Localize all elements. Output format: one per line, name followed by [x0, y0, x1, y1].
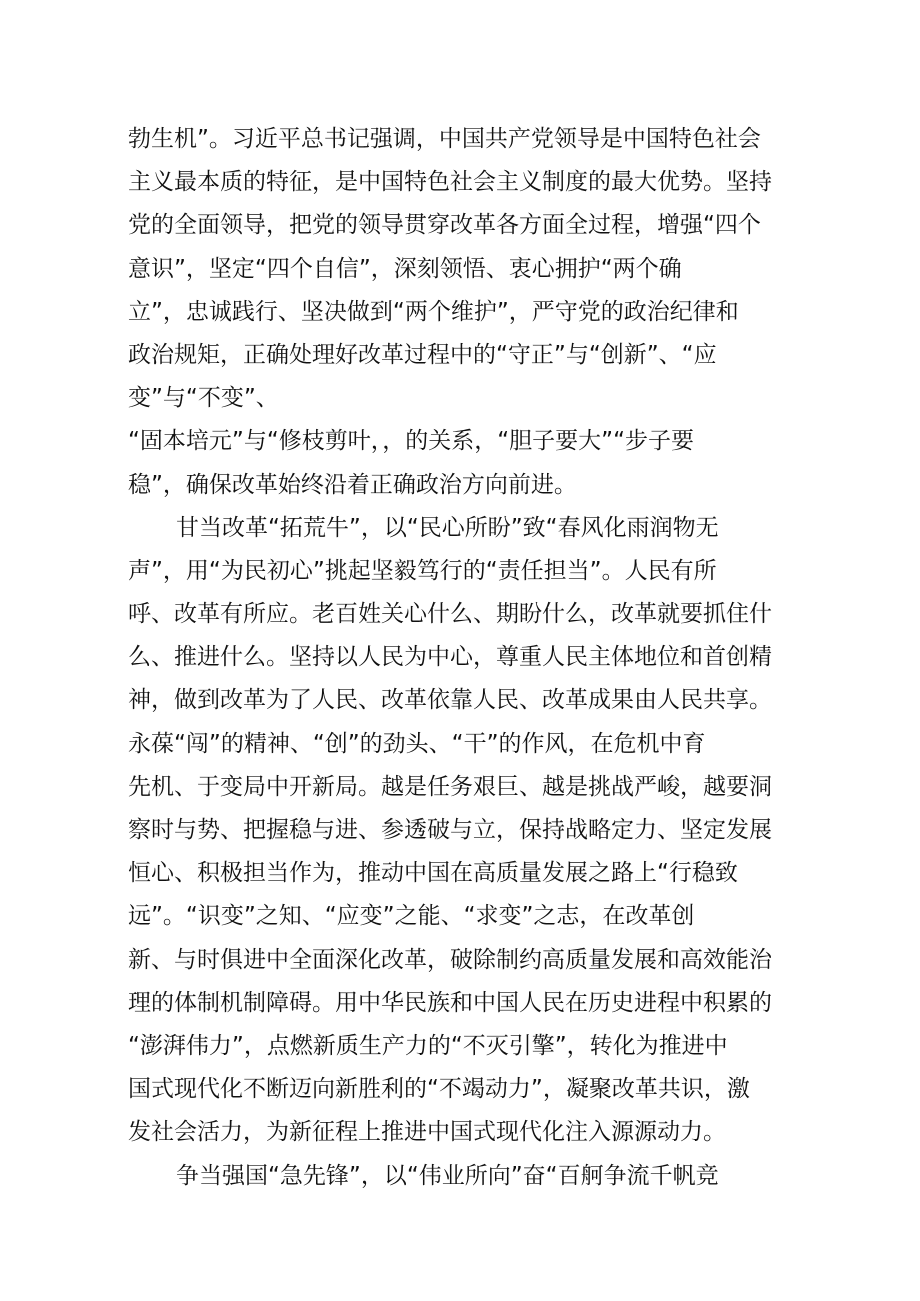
text-line: 甘当改革“拓荒牛”，以“民心所盼”致“春风化雨润物无: [176, 514, 719, 541]
text-line: 恒心、积极担当作为，推动中国在高质量发展之路上“行稳致: [128, 860, 738, 887]
document-body-text: [128, 118, 792, 1198]
text-line: “固本培元”与“修枝剪叶，，的关系，“胆子要大”“步子要: [128, 428, 694, 455]
text-line: 声”，用“为民初心”挑起坚毅笃行的“责任担当”。人民有所: [128, 557, 717, 584]
text-line: 党的全面领导，把党的领导贯穿改革各方面全过程，增强“四个: [128, 212, 761, 239]
text-line: 勃生机”。习近平总书记强调，中国共产党领导是中国特色社会: [128, 126, 761, 152]
text-line: 政治规矩，正确处理好改革过程中的“守正”与“创新”、“应: [128, 341, 717, 368]
text-line: 察时与势、把握稳与进、参透破与立，保持战略定力、坚定发展: [128, 817, 772, 843]
text-line: “澎湃伟力”，点燃新质生产力的“不灭引擎”，转化为推进中: [128, 1032, 728, 1059]
text-line: 稳”，确保改革始终沿着正确政治方向前进。: [128, 471, 577, 498]
text-line: 发社会活力，为新征程上推进中国式现代化注入源源动力。: [128, 1119, 726, 1146]
text-line: 理的体制机制障碍。用中华民族和中国人民在历史进程中积累的: [128, 989, 772, 1016]
text-line: 呼、改革有所应。老百姓关心什么、期盼什么，改革就要抓住什: [128, 601, 772, 628]
text-line: 远”。“识变”之知、“应变”之能、“求变”之志，在改革创: [128, 903, 695, 930]
text-line: 么、推进什么。坚持以人民为中心，尊重人民主体地位和首创精: [128, 644, 772, 671]
text-line: 国式现代化不断迈向新胜利的“不竭动力”，凝聚改革共识，激: [128, 1076, 750, 1103]
text-line: 变”与“不变”、: [128, 385, 279, 412]
text-line: 神，做到改革为了人民、改革依靠人民、改革成果由人民共享。: [128, 687, 772, 714]
text-line: 新、与时俱进中全面深化改革，破除制约高质量发展和高效能治: [128, 946, 772, 973]
text-line: 永葆“闯”的精神、“创”的劲头、“干”的作风，在危机中育: [128, 730, 706, 757]
text-line: 先机、于变局中开新局。越是任务艰巨、越是挑战严峻，越要洞: [128, 773, 772, 800]
text-line: 立”，忠诚践行、坚决做到“两个维护”，严守党的政治纪律和: [128, 298, 739, 325]
text-line: 意识”，坚定“四个自信”，深刻领悟、衷心拥护“两个确: [128, 255, 682, 282]
text-line: 争当强国“急先锋”，以“伟业所向”奋“百舸争流千帆竞: [176, 1162, 719, 1189]
text-line: 主义最本质的特征，是中国特色社会主义制度的最大优势。坚持: [128, 169, 772, 196]
